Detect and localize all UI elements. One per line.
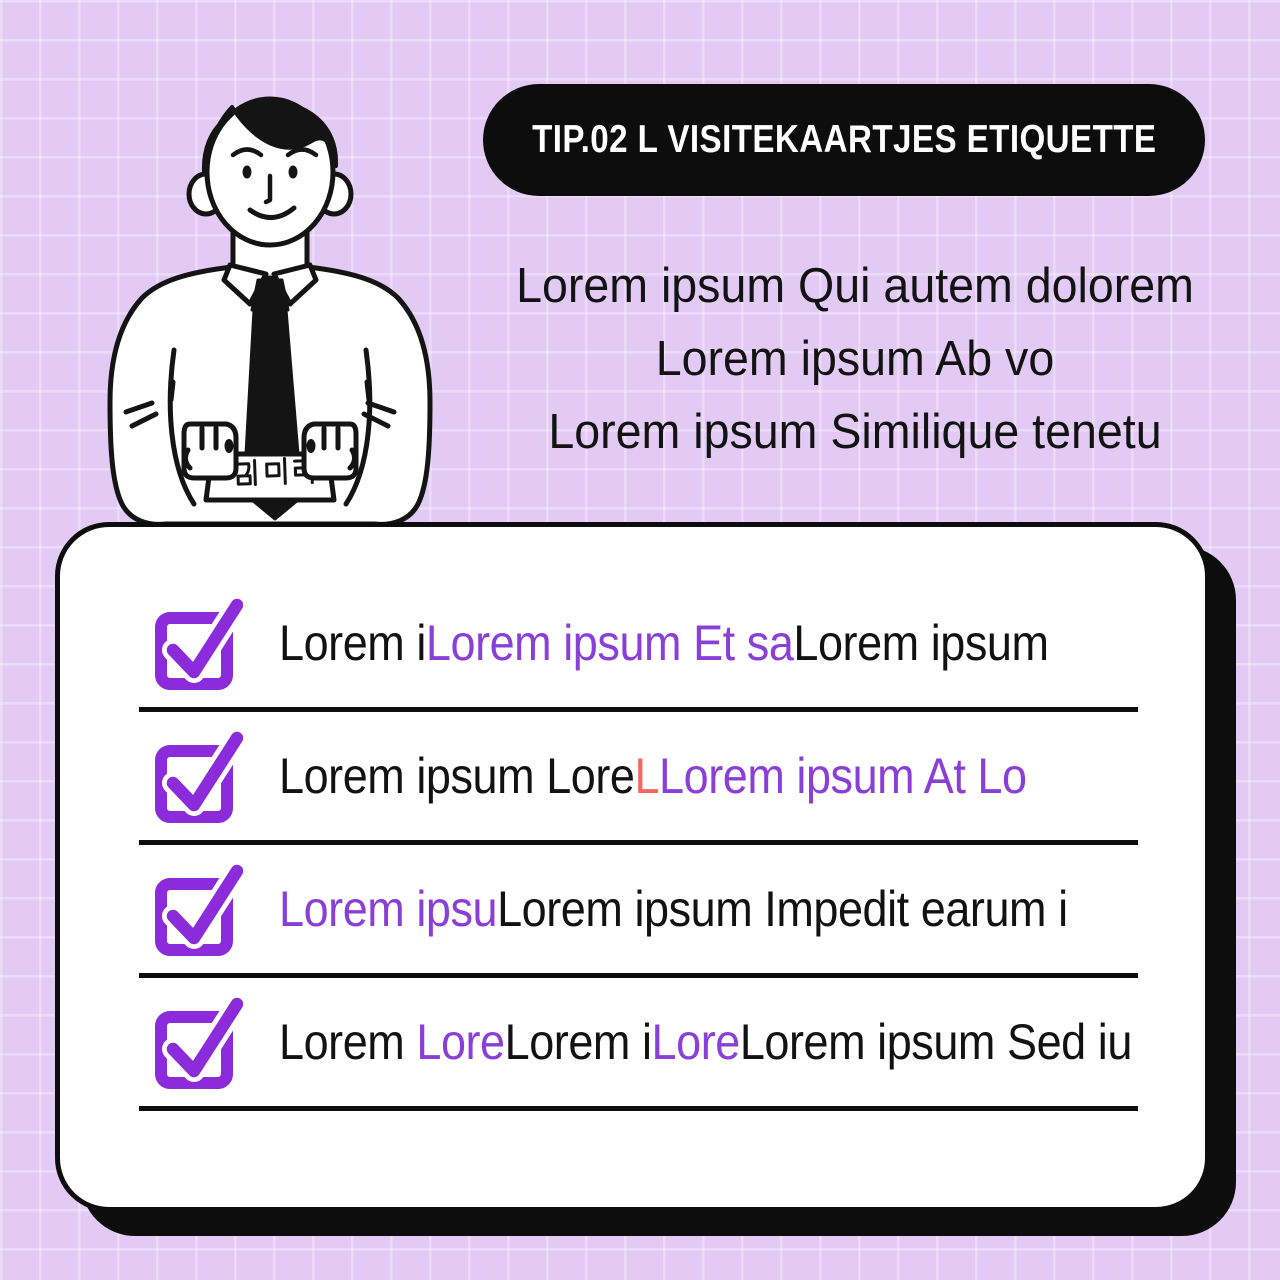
checklist-item-text: [279, 880, 1068, 938]
checklist-item-text: [279, 747, 1027, 805]
left-eye: [243, 166, 252, 179]
checklist-item-text: [279, 1013, 1132, 1071]
text-segment: Lore: [651, 1014, 740, 1070]
tip-badge-label: TIP.02 L VISITEKAARTJES ETIQUETTE: [531, 118, 1157, 161]
checkbox-checked-icon: [151, 595, 243, 692]
tie-knot: [252, 280, 288, 310]
checklist-item: [139, 712, 1138, 845]
text-segment: Lorem ipsum At Lo: [659, 748, 1027, 804]
text-segment: Lorem: [279, 1014, 417, 1070]
text-segment: Lorem i: [279, 615, 426, 671]
text-segment: Lorem ipsum Sed iu: [739, 1014, 1132, 1070]
tip-badge: [483, 84, 1205, 196]
checklist-item: [139, 579, 1138, 712]
checklist-item: [139, 845, 1138, 978]
intro-line-3: Lorem ipsum Similique tenetu: [548, 405, 1162, 459]
text-segment: Lorem ipsum: [793, 615, 1049, 671]
text-segment: Lorem i: [504, 1014, 652, 1070]
checklist-item: [139, 978, 1138, 1111]
intro-line-2: Lorem ipsum Ab vo: [655, 332, 1055, 386]
right-hand: [304, 424, 356, 478]
checkbox-checked-icon: [151, 994, 243, 1091]
text-segment: Lore: [416, 1014, 505, 1070]
checkbox-checked-icon: [151, 728, 243, 825]
text-segment: Lorem ipsum Impedit earum i: [497, 881, 1068, 937]
right-eye: [289, 166, 298, 179]
checkbox-checked-icon: [151, 861, 243, 958]
businessman-illustration: [70, 52, 450, 527]
text-segment: Lorem ipsum Et sa: [425, 615, 794, 671]
checklist: [139, 579, 1138, 1111]
checklist-card: [55, 522, 1210, 1212]
text-segment: Lorem ipsum Lore: [279, 748, 635, 804]
intro-line-1: Lorem ipsum Qui autem dolorem: [516, 259, 1194, 313]
left-hand: [184, 424, 236, 478]
text-segment: Lorem ipsu: [279, 881, 498, 937]
checklist-item-text: [279, 614, 1049, 672]
text-segment: L: [634, 748, 660, 804]
intro-text: [475, 250, 1235, 469]
